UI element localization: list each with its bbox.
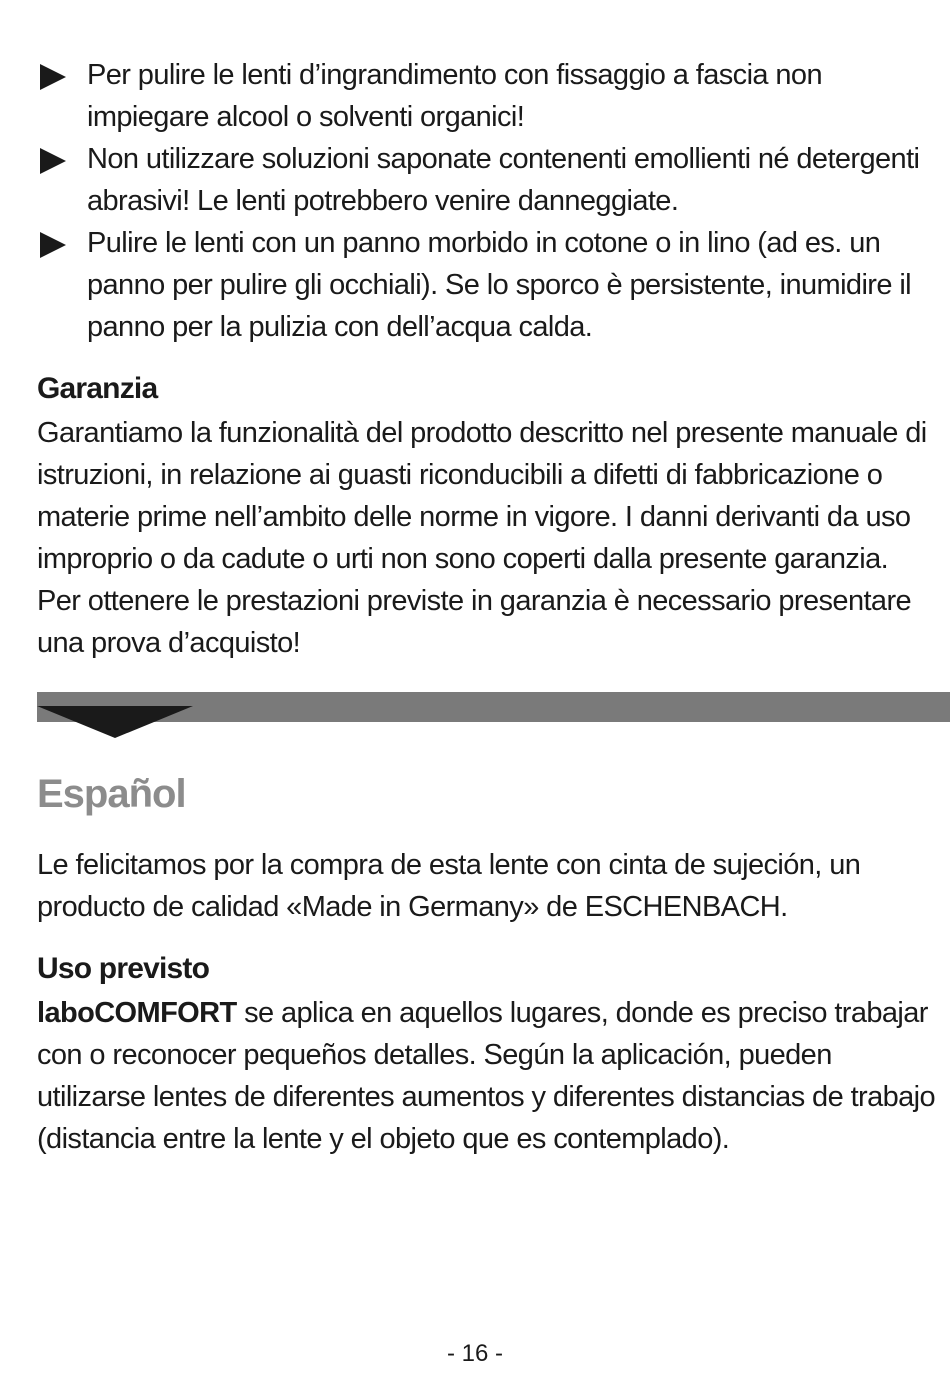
down-arrow-icon: [37, 706, 193, 738]
list-item: [37, 222, 937, 348]
cleaning-instructions-list: [37, 54, 937, 348]
intended-use-body: se aplica en aquellos lugares, donde es preciso trabajar con o reconocer pequeños detalles. Según la aplicación, pueden utilizarse lentes de diferentes aumentos y diferentes distancias de trabajo (distancia entre la lente y el objeto que es contemplado).: [37, 997, 936, 1155]
product-name: laboCOMFORT: [37, 997, 237, 1029]
intro-text: Le felicitamos por la compra de esta lente con cinta de sujeción, un producto de calidad «Made in Germany» de ESCHENBACH.: [37, 849, 861, 923]
intended-use-text: [37, 992, 937, 1160]
arrow-bullet-icon: [40, 64, 66, 90]
warranty-text: Garantiamo la funzionalità del prodotto descritto nel presente manuale di istruzioni, in relazione ai guasti riconducibili a difetti di fabbricazione o materie prime nell’ambito delle norme in vigore. I danni derivanti da uso improprio o da cadute o urti non sono coperti dalla presente garanzia. Per ottenere le prestazioni previste in garanzia è necessario presentare una prova d’acquisto!: [37, 417, 927, 659]
page-number: - 16 -: [446, 1340, 503, 1367]
list-item-text: Non utilizzare soluzioni saponate contenenti emollienti né detergenti abrasivi! Le lenti potrebbero venire danneggiate.: [87, 143, 920, 217]
list-item: [37, 54, 937, 138]
warranty-section: [37, 368, 937, 664]
list-item: [37, 138, 937, 222]
intended-use-heading: Uso previsto: [37, 952, 210, 985]
arrow-bullet-icon: [40, 232, 66, 258]
arrow-bullet-icon: [40, 148, 66, 174]
warranty-heading: Garanzia: [37, 372, 158, 405]
list-item-text: Per pulire le lenti d’ingrandimento con fissaggio a fascia non impiegare alcool o solventi organici!: [87, 59, 822, 133]
intended-use-section: [37, 948, 937, 1160]
list-item-text: Pulire le lenti con un panno morbido in cotone o in lino (ad es. un panno per pulire gli occhiali). Se lo sporco è persistente, inumidire il panno per la pulizia con dell’acqua calda.: [87, 227, 912, 343]
language-title: Español: [37, 772, 186, 816]
intro-section: [37, 844, 937, 928]
